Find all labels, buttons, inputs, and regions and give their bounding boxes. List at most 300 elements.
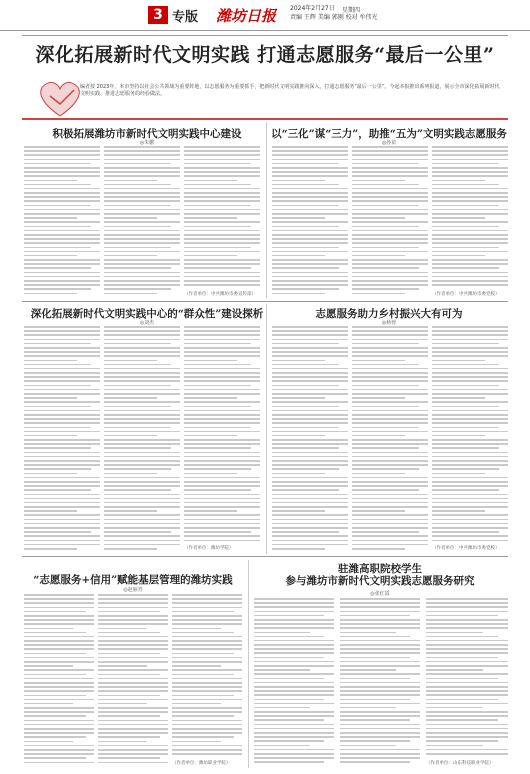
- text-line: [272, 376, 348, 378]
- text-line: [432, 192, 508, 194]
- text-line: [432, 481, 508, 483]
- text-line: [272, 159, 348, 161]
- text-line: [272, 410, 348, 412]
- text-line: [272, 414, 348, 416]
- text-line: [104, 447, 171, 449]
- text-line: [340, 682, 420, 684]
- text-line: [24, 427, 91, 429]
- text-line: [426, 753, 508, 755]
- text-line: [352, 167, 428, 169]
- text-line: [352, 209, 428, 211]
- text-line: [104, 247, 171, 249]
- text-line: [184, 519, 260, 521]
- text-line: [184, 154, 260, 156]
- text-line: [98, 762, 168, 764]
- text-line: [172, 732, 242, 734]
- text-line: [432, 468, 499, 470]
- text-line: [340, 623, 420, 625]
- text-line: [254, 707, 310, 709]
- text-line: [272, 422, 348, 424]
- text-line: [24, 234, 100, 236]
- text-line: [104, 284, 180, 286]
- text-line: [184, 284, 260, 286]
- text-line: [104, 221, 180, 223]
- text-line: [352, 506, 428, 508]
- text-line: [272, 330, 348, 332]
- text-line: [340, 719, 410, 721]
- text-line: [24, 255, 77, 257]
- text-line: [24, 741, 73, 743]
- article-byline: ◎赵丽青: [123, 587, 143, 593]
- text-line: [340, 703, 420, 705]
- text-line: [24, 544, 100, 546]
- text-line: [432, 460, 508, 462]
- text-line: [340, 707, 396, 709]
- article-byline: ◎杨蓉: [381, 320, 397, 326]
- text-line: [24, 267, 91, 269]
- text-line: [104, 205, 171, 207]
- text-line: [24, 247, 91, 249]
- text-line: [172, 678, 242, 680]
- text-line: [352, 406, 419, 408]
- text-line: [104, 439, 180, 441]
- text-line: [184, 334, 260, 336]
- text-line: [340, 657, 410, 659]
- text-line: [254, 703, 334, 705]
- text-line: [184, 175, 260, 177]
- text-line: [352, 422, 428, 424]
- text-line: [98, 657, 168, 659]
- column-divider: [266, 304, 267, 554]
- text-line: [254, 648, 334, 650]
- text-line: [432, 334, 508, 336]
- text-line: [352, 489, 419, 491]
- text-line: [104, 523, 180, 525]
- text-line: [432, 255, 485, 257]
- article-body: [272, 326, 348, 552]
- text-line: [172, 753, 242, 755]
- text-line: [24, 598, 94, 600]
- text-line: [426, 619, 508, 621]
- text-line: [272, 393, 348, 395]
- text-line: [352, 535, 428, 537]
- text-line: [432, 284, 508, 286]
- text-line: [184, 184, 251, 186]
- text-line: [352, 468, 419, 470]
- text-line: [24, 226, 91, 228]
- column-divider: [248, 560, 249, 768]
- text-line: [432, 171, 508, 173]
- text-line: [104, 418, 180, 420]
- text-line: [98, 665, 147, 667]
- text-line: [272, 280, 348, 282]
- text-line: [272, 372, 348, 374]
- text-line: [24, 351, 100, 353]
- text-line: [104, 477, 180, 479]
- text-line: [24, 368, 100, 370]
- text-line: [104, 401, 180, 403]
- text-line: [184, 531, 251, 533]
- text-line: [24, 678, 94, 680]
- author-affiliation: （作者单位：潍坊职业学院）: [172, 761, 231, 766]
- divider: [22, 118, 508, 120]
- text-line: [98, 619, 168, 621]
- article-title: 深化拓展新时代文明实践中心的“群众性”建设探析: [30, 308, 264, 320]
- text-line: [24, 431, 100, 433]
- article-title: 积极拓展潍坊市新时代文明实践中心建设: [52, 128, 242, 140]
- text-line: [254, 623, 334, 625]
- article-body: [352, 146, 428, 298]
- text-line: [184, 343, 251, 345]
- text-line: [98, 695, 160, 697]
- text-line: [24, 540, 100, 542]
- text-line: [24, 602, 94, 604]
- text-line: [426, 669, 483, 671]
- text-line: [172, 619, 242, 621]
- text-line: [184, 422, 260, 424]
- text-line: [104, 196, 180, 198]
- text-line: [352, 401, 428, 403]
- text-line: [98, 749, 168, 751]
- text-line: [432, 393, 508, 395]
- text-line: [24, 498, 100, 500]
- text-line: [184, 406, 251, 408]
- text-line: [340, 619, 420, 621]
- text-line: [426, 719, 498, 721]
- page-number: 3: [148, 6, 168, 24]
- text-line: [426, 661, 508, 663]
- text-line: [98, 594, 168, 596]
- editors-line: 责编 王辉 美编 郭刚 校对 牟伟光: [290, 14, 378, 21]
- text-line: [340, 602, 420, 604]
- text-line: [432, 502, 508, 504]
- text-line: [254, 598, 334, 600]
- text-line: [432, 205, 499, 207]
- text-line: [272, 355, 348, 357]
- text-line: [432, 485, 508, 487]
- text-line: [352, 376, 428, 378]
- text-line: [24, 724, 94, 726]
- text-line: [426, 615, 498, 617]
- author-affiliation: （作者单位：山东科技职业学院）: [426, 761, 494, 766]
- text-line: [352, 485, 428, 487]
- text-line: [340, 661, 420, 663]
- text-line: [24, 175, 100, 177]
- text-line: [104, 468, 171, 470]
- text-line: [272, 527, 348, 529]
- text-line: [172, 741, 221, 743]
- text-line: [98, 753, 168, 755]
- text-line: [184, 272, 260, 274]
- text-line: [184, 364, 251, 366]
- text-line: [432, 175, 508, 177]
- text-line: [352, 330, 428, 332]
- article-body: [98, 594, 168, 766]
- text-line: [340, 644, 420, 646]
- text-line: [352, 498, 428, 500]
- text-line: [24, 468, 91, 470]
- text-line: [24, 230, 100, 232]
- text-line: [184, 209, 260, 211]
- text-line: [24, 272, 100, 274]
- text-line: [272, 326, 348, 328]
- text-line: [172, 695, 234, 697]
- text-line: [254, 711, 334, 713]
- text-line: [272, 200, 348, 202]
- author-affiliation: （作者单位：中共潍坊市委党校）: [432, 292, 500, 297]
- text-line: [272, 247, 339, 249]
- text-line: [432, 443, 508, 445]
- text-line: [172, 611, 234, 613]
- text-line: [184, 180, 237, 182]
- text-line: [184, 234, 260, 236]
- text-line: [352, 494, 428, 496]
- text-line: [432, 456, 508, 458]
- text-line: [352, 473, 405, 475]
- text-line: [254, 732, 334, 734]
- text-line: [352, 447, 419, 449]
- text-line: [432, 360, 485, 362]
- text-line: [24, 628, 73, 630]
- text-line: [432, 447, 499, 449]
- text-line: [104, 263, 180, 265]
- text-line: [352, 251, 428, 253]
- text-line: [104, 343, 171, 345]
- text-line: [24, 757, 86, 759]
- text-line: [352, 389, 428, 391]
- text-line: [432, 464, 508, 466]
- text-line: [254, 669, 310, 671]
- text-line: [24, 150, 100, 152]
- text-line: [272, 209, 348, 211]
- text-line: [254, 699, 324, 701]
- text-line: [432, 514, 508, 516]
- text-line: [340, 611, 420, 613]
- text-line: [340, 665, 420, 667]
- text-line: [352, 460, 428, 462]
- text-line: [24, 452, 100, 454]
- text-line: [432, 200, 508, 202]
- text-line: [172, 623, 242, 625]
- text-line: [24, 276, 100, 278]
- text-line: [432, 410, 508, 412]
- text-line: [432, 221, 508, 223]
- text-line: [272, 213, 348, 215]
- text-line: [432, 380, 508, 382]
- divider: [22, 35, 508, 36]
- text-line: [432, 280, 508, 282]
- text-line: [184, 368, 260, 370]
- text-line: [184, 259, 260, 261]
- text-line: [340, 711, 420, 713]
- text-line: [104, 272, 180, 274]
- text-line: [184, 163, 251, 165]
- text-line: [272, 502, 348, 504]
- text-line: [432, 339, 508, 341]
- text-line: [352, 150, 428, 152]
- text-line: [272, 544, 348, 546]
- text-line: [254, 652, 334, 654]
- text-line: [98, 690, 168, 692]
- text-line: [426, 644, 508, 646]
- text-line: [432, 489, 499, 491]
- text-line: [104, 146, 180, 148]
- text-line: [172, 594, 242, 596]
- text-line: [104, 380, 180, 382]
- text-line: [98, 699, 168, 701]
- text-line: [172, 640, 242, 642]
- text-line: [352, 213, 428, 215]
- text-line: [172, 636, 242, 638]
- text-line: [98, 686, 168, 688]
- text-line: [352, 418, 428, 420]
- text-line: [24, 594, 94, 596]
- masthead: [0, 0, 530, 31]
- text-line: [104, 427, 171, 429]
- text-line: [432, 159, 508, 161]
- text-line: [352, 351, 428, 353]
- text-line: [352, 242, 428, 244]
- text-line: [24, 397, 77, 399]
- text-line: [432, 238, 508, 240]
- text-line: [254, 657, 324, 659]
- text-line: [24, 146, 100, 148]
- text-line: [104, 230, 180, 232]
- text-line: [98, 611, 160, 613]
- text-line: [104, 510, 157, 512]
- text-line: [352, 288, 419, 290]
- text-line: [104, 226, 171, 228]
- text-line: [24, 192, 100, 194]
- author-affiliation: （作者单位：潍坊学院）: [184, 546, 234, 551]
- text-line: [104, 489, 171, 491]
- text-line: [352, 397, 405, 399]
- text-line: [184, 339, 260, 341]
- text-line: [432, 535, 508, 537]
- text-line: [24, 259, 100, 261]
- text-line: [272, 259, 348, 261]
- text-line: [426, 715, 508, 717]
- text-line: [104, 393, 180, 395]
- text-line: [254, 606, 334, 608]
- text-line: [98, 607, 168, 609]
- text-line: [254, 686, 334, 688]
- text-line: [272, 485, 348, 487]
- text-line: [352, 334, 428, 336]
- text-line: [184, 481, 260, 483]
- text-line: [98, 632, 160, 634]
- text-line: [24, 389, 100, 391]
- text-line: [254, 615, 324, 617]
- text-line: [184, 447, 251, 449]
- text-line: [340, 598, 420, 600]
- text-line: [432, 213, 508, 215]
- text-line: [272, 238, 348, 240]
- text-line: [254, 749, 334, 751]
- text-line: [184, 146, 260, 148]
- text-line: [254, 715, 334, 717]
- text-line: [98, 653, 160, 655]
- text-line: [272, 284, 348, 286]
- text-line: [272, 347, 348, 349]
- article-body: [104, 146, 180, 298]
- text-line: [254, 665, 334, 667]
- article-title: 志愿服务助力乡村振兴大有可为: [315, 308, 463, 320]
- text-line: [272, 334, 348, 336]
- text-line: [426, 602, 508, 604]
- text-line: [426, 728, 508, 730]
- text-line: [98, 661, 168, 663]
- text-line: [272, 510, 325, 512]
- article-body: [172, 594, 242, 758]
- text-line: [24, 510, 77, 512]
- section-name: 专版: [172, 10, 199, 25]
- issue-weekday: 星期四: [342, 7, 361, 14]
- text-line: [24, 762, 94, 764]
- text-line: [184, 192, 260, 194]
- text-line: [340, 728, 420, 730]
- text-line: [352, 544, 428, 546]
- text-line: [104, 188, 180, 190]
- text-line: [172, 724, 242, 726]
- text-line: [104, 339, 180, 341]
- text-line: [24, 334, 100, 336]
- page-headline: 深化拓展新时代文明实践 打通志愿服务“最后一公里”: [35, 44, 495, 66]
- article-body: [340, 598, 420, 766]
- text-line: [24, 715, 86, 717]
- text-line: [104, 288, 171, 290]
- text-line: [184, 167, 260, 169]
- text-line: [432, 343, 499, 345]
- text-line: [184, 267, 251, 269]
- text-line: [24, 288, 91, 290]
- text-line: [24, 615, 94, 617]
- text-line: [352, 175, 428, 177]
- article-body: [104, 326, 180, 552]
- text-line: [184, 347, 260, 349]
- text-line: [272, 188, 348, 190]
- text-line: [254, 694, 334, 696]
- text-line: [352, 431, 428, 433]
- text-line: [172, 728, 242, 730]
- text-line: [184, 226, 251, 228]
- text-line: [184, 171, 260, 173]
- column-divider: [266, 122, 267, 298]
- text-line: [184, 523, 260, 525]
- text-line: [24, 523, 100, 525]
- text-line: [426, 632, 483, 634]
- text-line: [352, 523, 428, 525]
- text-line: [98, 736, 160, 738]
- text-line: [272, 418, 348, 420]
- text-line: [184, 213, 260, 215]
- text-line: [272, 146, 348, 148]
- divider: [22, 556, 508, 557]
- text-line: [432, 531, 499, 533]
- text-line: [24, 284, 100, 286]
- text-line: [352, 230, 428, 232]
- text-line: [432, 376, 508, 378]
- text-line: [24, 745, 94, 747]
- text-line: [98, 602, 168, 604]
- text-line: [432, 406, 499, 408]
- text-line: [24, 690, 94, 692]
- text-line: [104, 548, 157, 550]
- text-line: [184, 242, 260, 244]
- text-line: [272, 468, 339, 470]
- text-line: [340, 699, 410, 701]
- text-line: [184, 452, 260, 454]
